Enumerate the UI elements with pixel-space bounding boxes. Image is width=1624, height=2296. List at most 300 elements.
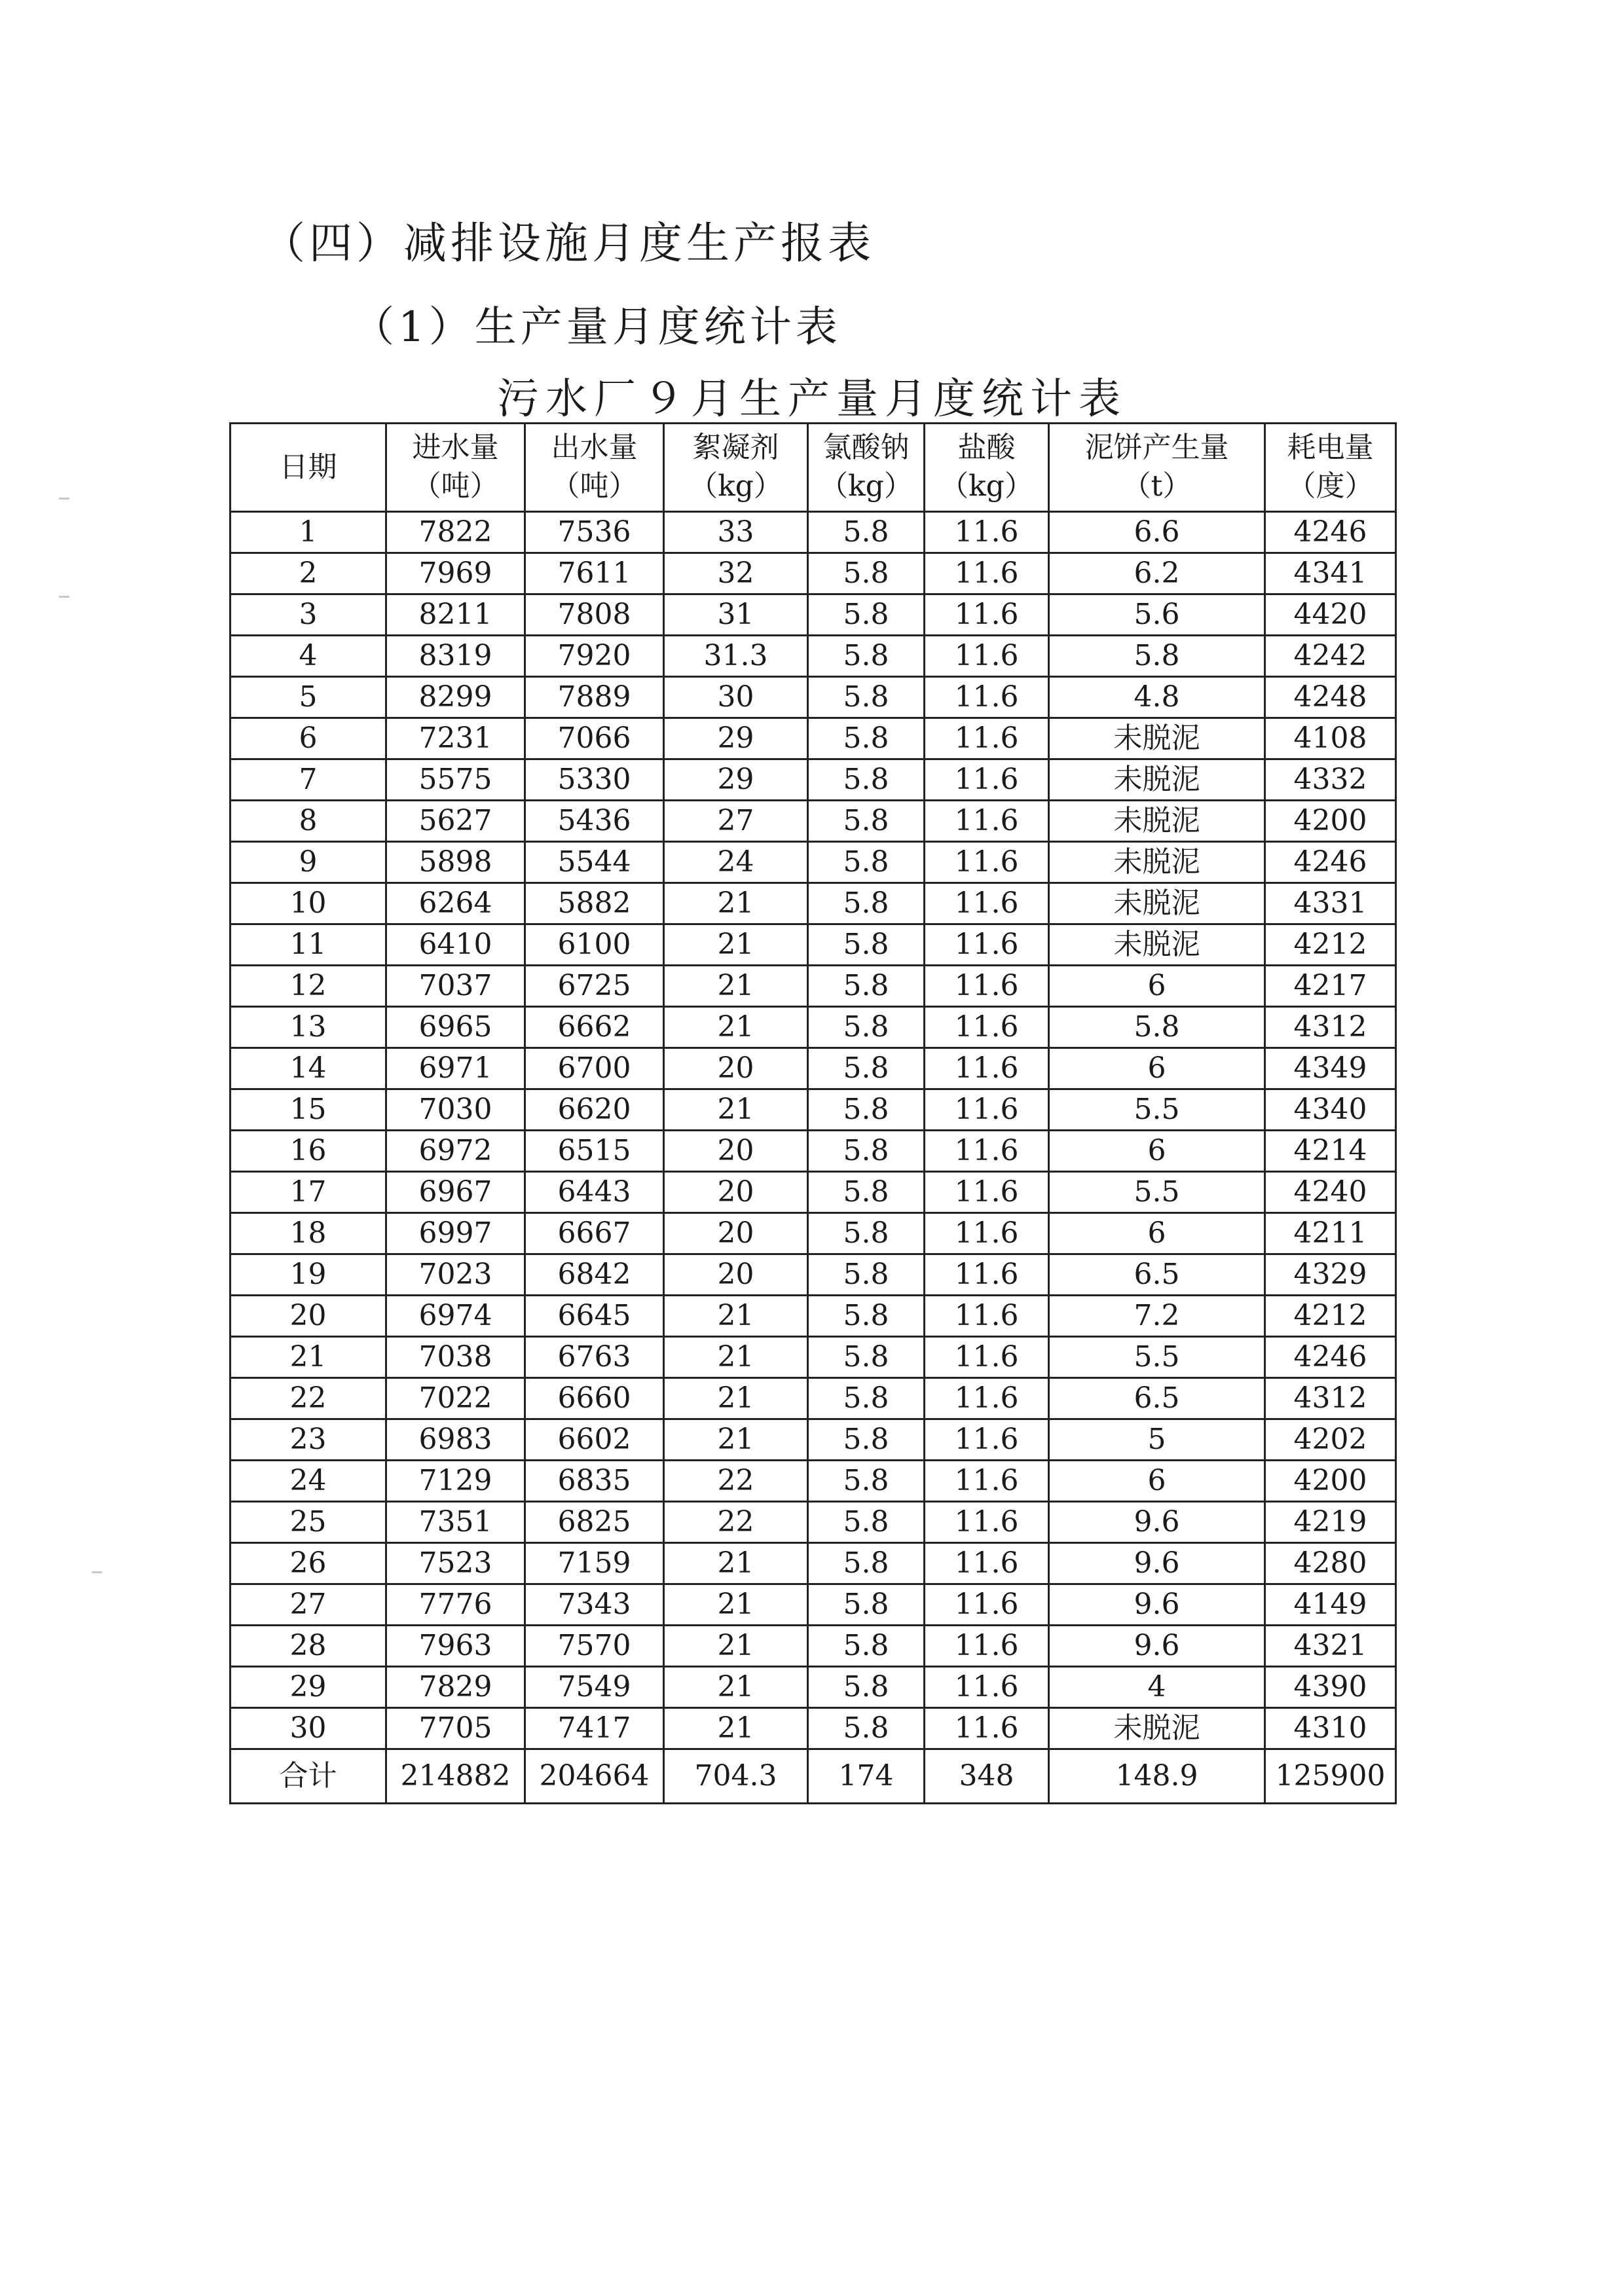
table-cell: 6 [1049,1213,1265,1254]
scan-speck [92,1571,102,1573]
table-cell: 11.6 [925,718,1049,759]
table-cell: 5.8 [1049,636,1265,677]
table-cell: 7066 [525,718,664,759]
table-cell: 4212 [1265,1296,1396,1337]
table-cell: 未脱泥 [1049,842,1265,883]
table-cell: 5575 [386,759,525,801]
table-cell: 7343 [525,1584,664,1626]
table-cell: 7829 [386,1667,525,1708]
column-header [525,424,664,512]
table-cell: 25 [231,1502,386,1543]
table-cell: 7 [231,759,386,801]
table-cell: 7705 [386,1708,525,1749]
table-cell: 11.6 [925,1213,1049,1254]
table-cell: 4280 [1265,1543,1396,1584]
production-statistics-table [229,422,1397,1804]
column-name: 进水量 [412,431,499,465]
table-row [231,883,1396,924]
table-cell: 4212 [1265,924,1396,966]
table-cell: 5544 [525,842,664,883]
column-header [1049,424,1265,512]
table-cell: 13 [231,1007,386,1048]
table-cell: 31.3 [664,636,808,677]
table-title: 污水厂９月生产量月度统计表 [497,375,1127,424]
table-cell: 9.6 [1049,1543,1265,1584]
table-row [231,1708,1396,1749]
table-cell: 11.6 [925,1089,1049,1131]
table-cell: 11.6 [925,677,1049,718]
column-name: 絮凝剂 [692,431,779,465]
table-cell: 9.6 [1049,1502,1265,1543]
column-name: 泥饼产生量 [1084,431,1229,465]
column-unit: （kg） [689,469,783,503]
table-cell: 21 [664,883,808,924]
table-row [231,1213,1396,1254]
table-cell: 9.6 [1049,1626,1265,1667]
table-cell: 4248 [1265,677,1396,718]
table-cell: 11.6 [925,1172,1049,1213]
table-cell: 11.6 [925,1131,1049,1172]
table-cell: 11.6 [925,883,1049,924]
table-cell: 11.6 [925,759,1049,801]
column-name: 日期 [279,450,337,484]
column-unit: （kg） [819,469,913,503]
table-cell: 20 [664,1048,808,1089]
table-cell: 23 [231,1419,386,1461]
table-cell: 11 [231,924,386,966]
table-row [231,718,1396,759]
table-cell: 5.8 [808,1254,925,1296]
table-cell: 7.2 [1049,1296,1265,1337]
table-cell: 5.5 [1049,1337,1265,1378]
table-cell: 7022 [386,1378,525,1419]
table-cell: 21 [664,1419,808,1461]
table-row [231,1131,1396,1172]
table-cell: 6662 [525,1007,664,1048]
column-header [1265,424,1396,512]
table-cell: 20 [664,1213,808,1254]
table-cell: 6100 [525,924,664,966]
table-cell: 6842 [525,1254,664,1296]
table-cell: 7523 [386,1543,525,1584]
table-cell: 22 [231,1378,386,1419]
table-cell: 6763 [525,1337,664,1378]
table-cell: 21 [664,1378,808,1419]
table-cell: 4312 [1265,1378,1396,1419]
table-cell: 5.8 [808,1626,925,1667]
table-cell: 6972 [386,1131,525,1172]
table-cell: 4214 [1265,1131,1396,1172]
table-cell: 7231 [386,718,525,759]
table-row [231,1296,1396,1337]
table-cell: 5.8 [808,1337,925,1378]
table-row [231,636,1396,677]
table-cell: 18 [231,1213,386,1254]
table-cell: 7038 [386,1337,525,1378]
table-cell: 4211 [1265,1213,1396,1254]
table-cell: 5.8 [808,512,925,553]
column-unit: （度） [1287,469,1374,503]
table-cell: 19 [231,1254,386,1296]
table-cell: 11.6 [925,1502,1049,1543]
table-cell: 4341 [1265,553,1396,594]
table-cell: 21 [664,966,808,1007]
table-cell: 7611 [525,553,664,594]
table-cell: 11.6 [925,801,1049,842]
table-cell: 4332 [1265,759,1396,801]
table-cell: 未脱泥 [1049,801,1265,842]
table-cell: 5627 [386,801,525,842]
table-cell: 8299 [386,677,525,718]
table-cell: 11.6 [925,1254,1049,1296]
table-cell: 11.6 [925,1296,1049,1337]
table-cell: 5.8 [808,1378,925,1419]
table-cell: 21 [664,1584,808,1626]
table-cell: 5330 [525,759,664,801]
table-cell: 7889 [525,677,664,718]
table-cell: 5.8 [808,966,925,1007]
table-row [231,1007,1396,1048]
subsection-heading: （1）生产量月度统计表 [352,303,841,352]
table-cell: 11.6 [925,636,1049,677]
table-cell: 7417 [525,1708,664,1749]
table-cell: 30 [231,1708,386,1749]
table-cell: 7351 [386,1502,525,1543]
column-name: 盐酸 [957,431,1016,465]
table-cell: 5.5 [1049,1089,1265,1131]
table-cell: 26 [231,1543,386,1584]
table-cell: 7030 [386,1089,525,1131]
table-cell: 5 [231,677,386,718]
table-cell: 4420 [1265,594,1396,636]
table-cell: 4246 [1265,512,1396,553]
table-cell: 27 [664,801,808,842]
table-cell: 6443 [525,1172,664,1213]
table-cell: 6.2 [1049,553,1265,594]
table-cell: 4240 [1265,1172,1396,1213]
table-cell: 7808 [525,594,664,636]
table-cell: 6974 [386,1296,525,1337]
table-cell: 5.8 [808,594,925,636]
table-row [231,1172,1396,1213]
table-cell: 20 [231,1296,386,1337]
table-cell: 11.6 [925,966,1049,1007]
table-row [231,1089,1396,1131]
table-cell: 5436 [525,801,664,842]
table-cell: 9 [231,842,386,883]
table-cell: 27 [231,1584,386,1626]
table-cell: 6825 [525,1502,664,1543]
table-cell: 5.8 [808,1213,925,1254]
table-cell: 17 [231,1172,386,1213]
table-row [231,1502,1396,1543]
section-heading: （四）减排设施月度生产报表 [262,218,875,268]
table-cell: 11.6 [925,1337,1049,1378]
table-cell: 28 [231,1626,386,1667]
table-row [231,924,1396,966]
table-cell: 4321 [1265,1626,1396,1667]
table-cell: 4200 [1265,1461,1396,1502]
table-cell: 21 [664,1296,808,1337]
table-cell: 10 [231,883,386,924]
table-row [231,966,1396,1007]
table-cell: 6645 [525,1296,664,1337]
table-cell: 5.8 [808,1296,925,1337]
table-cell: 7776 [386,1584,525,1626]
table-cell: 11.6 [925,1419,1049,1461]
table-cell: 21 [664,1708,808,1749]
table-cell: 4 [231,636,386,677]
table-cell: 5.8 [808,1419,925,1461]
table-cell: 6725 [525,966,664,1007]
table-row [231,1337,1396,1378]
totals-cell: 348 [925,1749,1049,1804]
table-cell: 6967 [386,1172,525,1213]
table-cell: 29 [231,1667,386,1708]
table-cell: 4340 [1265,1089,1396,1131]
table-cell: 6 [1049,966,1265,1007]
table-cell: 21 [664,1089,808,1131]
table-cell: 20 [664,1172,808,1213]
table-cell: 5.6 [1049,594,1265,636]
table-cell: 7549 [525,1667,664,1708]
table-cell: 11.6 [925,512,1049,553]
column-unit: （t） [1122,469,1192,503]
totals-cell: 704.3 [664,1749,808,1804]
table-row [231,553,1396,594]
table-cell: 30 [664,677,808,718]
table-cell: 5.8 [808,842,925,883]
table-cell: 6.5 [1049,1378,1265,1419]
table-cell: 6602 [525,1419,664,1461]
table-cell: 7963 [386,1626,525,1667]
totals-cell: 合计 [231,1749,386,1804]
table-row [231,677,1396,718]
table-cell: 7570 [525,1626,664,1667]
table-cell: 6 [1049,1131,1265,1172]
table-cell: 6700 [525,1048,664,1089]
table-cell: 29 [664,759,808,801]
table-cell: 7129 [386,1461,525,1502]
table-row [231,1378,1396,1419]
table-cell: 6264 [386,883,525,924]
table-cell: 20 [664,1131,808,1172]
table-cell: 11.6 [925,842,1049,883]
table-cell: 5.8 [808,759,925,801]
table-cell: 4312 [1265,1007,1396,1048]
table-cell: 4349 [1265,1048,1396,1089]
table-cell: 3 [231,594,386,636]
table-cell: 5.8 [1049,1007,1265,1048]
table-cell: 14 [231,1048,386,1089]
table-cell: 11.6 [925,1378,1049,1419]
table-row [231,512,1396,553]
table-cell: 11.6 [925,1708,1049,1749]
table-cell: 4246 [1265,1337,1396,1378]
totals-cell: 214882 [386,1749,525,1804]
table-cell: 5.5 [1049,1172,1265,1213]
table-cell: 4390 [1265,1667,1396,1708]
table-cell: 7969 [386,553,525,594]
table-cell: 4202 [1265,1419,1396,1461]
totals-cell: 174 [808,1749,925,1804]
table-cell: 4310 [1265,1708,1396,1749]
table-cell: 4 [1049,1667,1265,1708]
table-cell: 6997 [386,1213,525,1254]
column-header [664,424,808,512]
table-cell: 5.8 [808,1089,925,1131]
table-cell: 32 [664,553,808,594]
table-cell: 6.6 [1049,512,1265,553]
table-cell: 11.6 [925,1007,1049,1048]
table-cell: 21 [231,1337,386,1378]
scan-speck [59,596,69,598]
table-cell: 24 [664,842,808,883]
table-cell: 5.8 [808,801,925,842]
table-cell: 21 [664,1007,808,1048]
table-cell: 21 [664,1626,808,1667]
table-cell: 6965 [386,1007,525,1048]
table-cell: 16 [231,1131,386,1172]
table-cell: 20 [664,1254,808,1296]
table-cell: 9.6 [1049,1584,1265,1626]
table-cell: 8211 [386,594,525,636]
table-row [231,594,1396,636]
table-cell: 5.8 [808,1543,925,1584]
table-row [231,1048,1396,1089]
table-cell: 6667 [525,1213,664,1254]
table-cell: 4331 [1265,883,1396,924]
table-cell: 11.6 [925,1048,1049,1089]
totals-cell: 204664 [525,1749,664,1804]
scan-speck [59,498,69,500]
table-cell: 2 [231,553,386,594]
table-cell: 7920 [525,636,664,677]
table-row [231,759,1396,801]
table-cell: 5882 [525,883,664,924]
table-cell: 5.8 [808,1667,925,1708]
table-cell: 6971 [386,1048,525,1089]
table-row [231,1626,1396,1667]
table-cell: 22 [664,1502,808,1543]
table-cell: 5.8 [808,1007,925,1048]
table-cell: 7159 [525,1543,664,1584]
table-row [231,1584,1396,1626]
table-cell: 7822 [386,512,525,553]
table-cell: 6835 [525,1461,664,1502]
table-cell: 未脱泥 [1049,883,1265,924]
column-unit: （kg） [940,469,1033,503]
table-cell: 未脱泥 [1049,1708,1265,1749]
column-name: 出水量 [551,431,638,465]
totals-row [231,1749,1396,1804]
table-cell: 4217 [1265,966,1396,1007]
table-row [231,1419,1396,1461]
header-row [231,424,1396,512]
table-cell: 1 [231,512,386,553]
table-cell: 11.6 [925,1626,1049,1667]
table-cell: 29 [664,718,808,759]
table-cell: 5.8 [808,1048,925,1089]
table-cell: 7037 [386,966,525,1007]
table-cell: 21 [664,1543,808,1584]
table-cell: 21 [664,1667,808,1708]
table-cell: 11.6 [925,1667,1049,1708]
table-cell: 5.8 [808,924,925,966]
column-name: 耗电量 [1287,431,1374,465]
totals-cell: 148.9 [1049,1749,1265,1804]
table-cell: 11.6 [925,1584,1049,1626]
table-cell: 5.8 [808,883,925,924]
table-cell: 6620 [525,1089,664,1131]
column-header [925,424,1049,512]
table-cell: 4.8 [1049,677,1265,718]
table-cell: 8319 [386,636,525,677]
table-cell: 6410 [386,924,525,966]
table-cell: 5.8 [808,1708,925,1749]
table-cell: 4219 [1265,1502,1396,1543]
table-cell: 6 [231,718,386,759]
table-row [231,842,1396,883]
table-cell: 6660 [525,1378,664,1419]
table-cell: 21 [664,924,808,966]
table-cell: 24 [231,1461,386,1502]
table-cell: 22 [664,1461,808,1502]
table-cell: 4108 [1265,718,1396,759]
table-cell: 未脱泥 [1049,759,1265,801]
table-cell: 8 [231,801,386,842]
table-cell: 未脱泥 [1049,718,1265,759]
table-cell: 4329 [1265,1254,1396,1296]
column-header [231,424,386,512]
table-cell: 6 [1049,1461,1265,1502]
table-cell: 12 [231,966,386,1007]
table-cell: 5.8 [808,677,925,718]
table-row [231,1461,1396,1502]
table-cell: 31 [664,594,808,636]
table-cell: 4242 [1265,636,1396,677]
table-row [231,1254,1396,1296]
table-cell: 6 [1049,1048,1265,1089]
table-cell: 15 [231,1089,386,1131]
table-cell: 5.8 [808,1502,925,1543]
column-header [386,424,525,512]
table-cell: 5.8 [808,553,925,594]
column-name: 氯酸钠 [822,431,910,465]
table-cell: 4200 [1265,801,1396,842]
table-cell: 5.8 [808,1131,925,1172]
table-cell: 5.8 [808,1172,925,1213]
table-row [231,801,1396,842]
totals-cell: 125900 [1265,1749,1396,1804]
table-cell: 6.5 [1049,1254,1265,1296]
table-cell: 11.6 [925,553,1049,594]
column-unit: （吨） [551,469,638,503]
column-unit: （吨） [412,469,499,503]
table-cell: 11.6 [925,1461,1049,1502]
table-cell: 5 [1049,1419,1265,1461]
table-row [231,1667,1396,1708]
table-cell: 7536 [525,512,664,553]
column-header [808,424,925,512]
table-row [231,1543,1396,1584]
table-cell: 5.8 [808,1461,925,1502]
table-cell: 6983 [386,1419,525,1461]
table-cell: 5898 [386,842,525,883]
table-cell: 7023 [386,1254,525,1296]
table-cell: 4246 [1265,842,1396,883]
table-cell: 33 [664,512,808,553]
